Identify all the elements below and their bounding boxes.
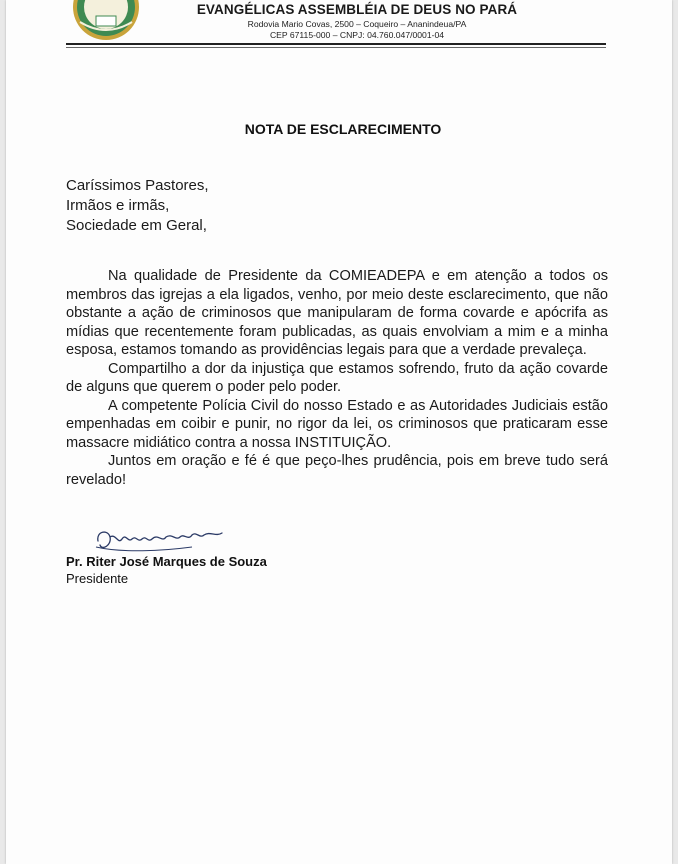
organization-address: Rodovia Mario Covas, 2500 – Coqueiro – Ananindeua/PA	[247, 19, 467, 29]
salutation-line: Irmãos e irmãs,	[66, 197, 170, 214]
document-title: NOTA DE ESCLARECIMENTO	[244, 121, 442, 137]
body-paragraph: A competente Polícia Civil do nosso Estado e as Autoridades Judiciais estão empenhadas em coibir e punir, no rigor da lei, os criminosos que praticaram esse massacre midiático contra a nossa INSTITUIÇÃO.	[66, 397, 608, 451]
letter-page	[6, 0, 672, 864]
salutation-line: Sociedade em Geral,	[66, 217, 207, 234]
organization-registration: CEP 67115-000 – CNPJ: 04.760.047/0001-04	[269, 30, 445, 40]
letter-body	[66, 267, 608, 489]
organization-name: EVANGÉLICAS ASSEMBLÉIA DE DEUS NO PARÁ	[196, 2, 518, 17]
body-paragraph: Na qualidade de Presidente da COMIEADEPA e em atenção a todos os membros das igrejas a ela ligados, venho, por meio deste esclarecimento, que não obstante a ação de criminosos que manipularam de forma covarde e apócrifa as mídias que recentemente foram publicadas, as quais envolviam a mim e a minha esposa, estamos tomando as providências legais para que a verdade prevaleça.	[66, 268, 608, 358]
salutation-line: Caríssimos Pastores,	[66, 177, 209, 194]
body-paragraph: Juntos em oração e fé é que peço-lhes prudência, pois em breve tudo será revelado!	[66, 453, 608, 488]
body-paragraph: Compartilho a dor da injustiça que estamos sofrendo, fruto da ação covarde de alguns que querem o poder pelo poder.	[66, 360, 608, 395]
signer-role: Presidente	[66, 571, 129, 586]
header-divider	[66, 43, 606, 45]
salutation	[66, 176, 209, 236]
header-divider-thin	[66, 47, 606, 48]
signer-name: Pr. Riter José Marques de Souza	[66, 554, 267, 569]
